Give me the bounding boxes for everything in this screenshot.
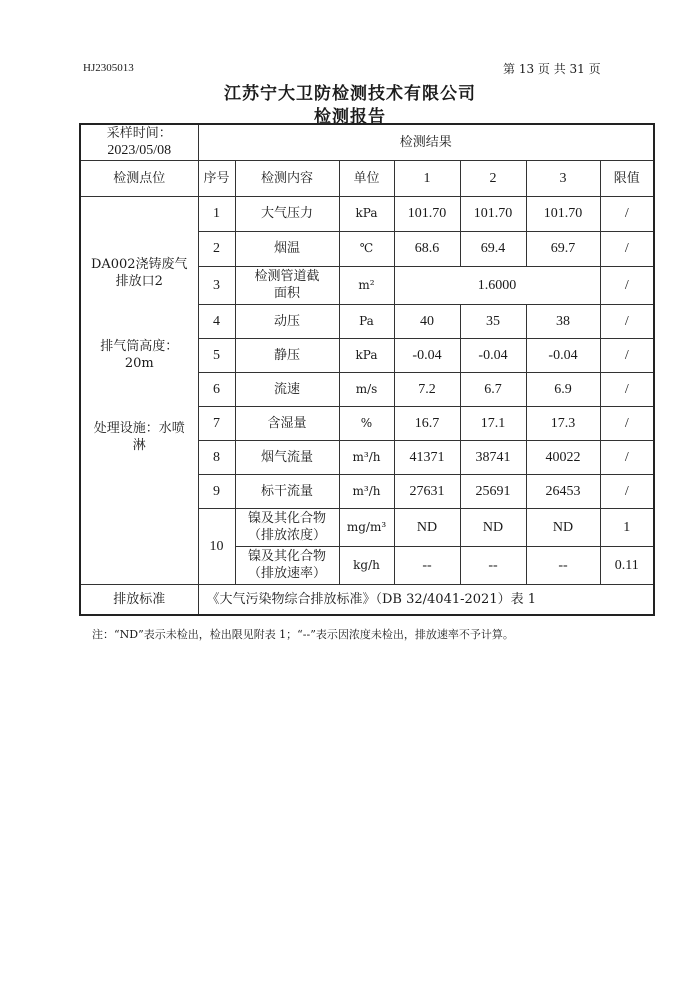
row-value-2: 101.70 <box>460 196 526 231</box>
treatment-facility: 处理设施：水喷淋 <box>93 421 185 453</box>
row-seq: 1 <box>198 196 235 231</box>
results-heading: 检测结果 <box>198 124 654 160</box>
row-value-1: 68.6 <box>394 231 460 266</box>
row-item: 镍及其化合物（排放速率） <box>235 546 339 584</box>
row-unit: Pa <box>339 304 394 338</box>
row-unit: m² <box>339 266 394 304</box>
row-seq: 8 <box>198 440 235 474</box>
header-col-2: 2 <box>460 160 526 196</box>
sampling-time-label: 采样时间： <box>106 126 172 142</box>
header-item: 检测内容 <box>235 160 339 196</box>
row-value-2: 38741 <box>460 440 526 474</box>
row-value-1: 27631 <box>394 474 460 508</box>
row-value-2: 35 <box>460 304 526 338</box>
row-item: 含湿量 <box>235 406 339 440</box>
row-limit: / <box>600 304 654 338</box>
stack-height: 排气筒高度：20m <box>100 339 179 371</box>
row-unit: m/s <box>339 372 394 406</box>
row-item: 标干流量 <box>235 474 339 508</box>
standard-label: 排放标准 <box>80 584 198 615</box>
row-value-2: 17.1 <box>460 406 526 440</box>
row-seq: 4 <box>198 304 235 338</box>
header-col-1: 1 <box>394 160 460 196</box>
row-item: 镍及其化合物（排放浓度） <box>235 508 339 546</box>
row-value-1: 7.2 <box>394 372 460 406</box>
point-info-cell <box>80 196 198 584</box>
row-seq: 9 <box>198 474 235 508</box>
row-limit: 1 <box>600 508 654 546</box>
row-value-3: 6.9 <box>526 372 600 406</box>
row-unit: m³/h <box>339 474 394 508</box>
row-value-1: 16.7 <box>394 406 460 440</box>
row-value-3: -- <box>526 546 600 584</box>
standard-text: 《大气污染物综合排放标准》（DB 32/4041-2021）表 1 <box>198 584 654 615</box>
row-limit: / <box>600 196 654 231</box>
row-value-3: 69.7 <box>526 231 600 266</box>
header-point: 检测点位 <box>80 160 198 196</box>
row-limit: / <box>600 406 654 440</box>
row-unit: mg/m³ <box>339 508 394 546</box>
sampling-date: 2023/05/08 <box>107 143 172 159</box>
report-title: 检测报告 <box>314 107 386 127</box>
row-value-1: 41371 <box>394 440 460 474</box>
row-unit: ℃ <box>339 231 394 266</box>
row-value-3: 26453 <box>526 474 600 508</box>
document-number: HJ2305013 <box>83 62 134 74</box>
row-value-1: 101.70 <box>394 196 460 231</box>
row-value-2: ND <box>460 508 526 546</box>
header-row <box>80 160 654 196</box>
row-value-3: 101.70 <box>526 196 600 231</box>
row-value-1: -0.04 <box>394 338 460 372</box>
row-value-3: ND <box>526 508 600 546</box>
row-limit: 0.11 <box>600 546 654 584</box>
row-limit: / <box>600 266 654 304</box>
sampling-time-cell <box>80 124 198 160</box>
header-limit: 限值 <box>600 160 654 196</box>
row-unit: kg/h <box>339 546 394 584</box>
row-seq: 10 <box>198 508 235 584</box>
row-value-3: -0.04 <box>526 338 600 372</box>
row-unit: kPa <box>339 196 394 231</box>
row-seq: 2 <box>198 231 235 266</box>
row-value-1: 40 <box>394 304 460 338</box>
row-merged-value: 1.6000 <box>394 266 600 304</box>
row-seq: 5 <box>198 338 235 372</box>
row-value-2: 6.7 <box>460 372 526 406</box>
row-value-3: 38 <box>526 304 600 338</box>
row-limit: / <box>600 474 654 508</box>
row-item: 静压 <box>235 338 339 372</box>
row-unit: m³/h <box>339 440 394 474</box>
row-value-2: 25691 <box>460 474 526 508</box>
footnote: 注：“ND”表示未检出，检出限见附表 1；“--”表示因浓度未检出，排放速率不予计算。 <box>92 628 514 641</box>
row-value-2: -0.04 <box>460 338 526 372</box>
standard-row <box>80 584 654 615</box>
header-unit: 单位 <box>339 160 394 196</box>
row-seq: 3 <box>198 266 235 304</box>
row-item: 动压 <box>235 304 339 338</box>
row-item: 流速 <box>235 372 339 406</box>
row-limit: / <box>600 338 654 372</box>
row-limit: / <box>600 372 654 406</box>
row-item: 烟气流量 <box>235 440 339 474</box>
row-item: 大气压力 <box>235 196 339 231</box>
row-value-1: -- <box>394 546 460 584</box>
row-value-2: -- <box>460 546 526 584</box>
row-value-2: 69.4 <box>460 231 526 266</box>
page-indicator: 第 13 页 共 31 页 <box>503 62 601 76</box>
row-unit: kPa <box>339 338 394 372</box>
header-col-3: 3 <box>526 160 600 196</box>
point-name: DA002浇铸废气排放口2 <box>90 257 188 289</box>
row-limit: / <box>600 231 654 266</box>
row-item: 检测管道截面积 <box>235 266 339 304</box>
results-table <box>79 123 655 616</box>
company-name: 江苏宁大卫防检测技术有限公司 <box>224 84 476 104</box>
row-seq: 7 <box>198 406 235 440</box>
row-item: 烟温 <box>235 231 339 266</box>
row-value-1: ND <box>394 508 460 546</box>
header-seq: 序号 <box>198 160 235 196</box>
row-limit: / <box>600 440 654 474</box>
sampling-row <box>80 124 654 160</box>
row-seq: 6 <box>198 372 235 406</box>
row-value-3: 40022 <box>526 440 600 474</box>
table-row <box>80 196 654 231</box>
row-value-3: 17.3 <box>526 406 600 440</box>
row-unit: % <box>339 406 394 440</box>
